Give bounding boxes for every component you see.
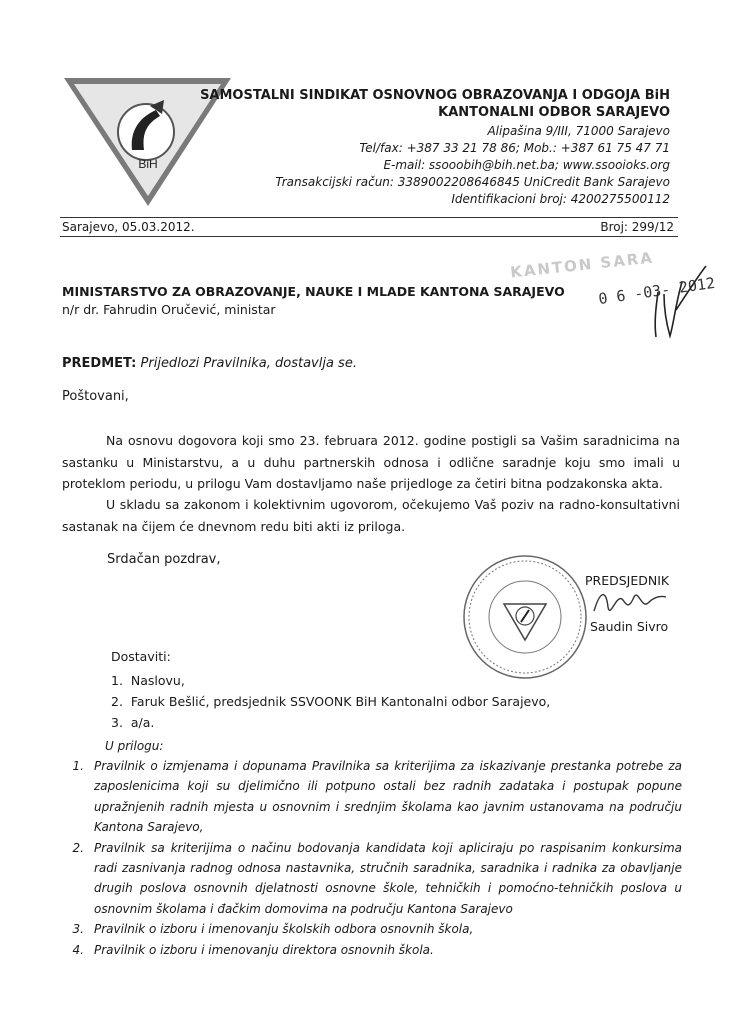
attachments-list [62, 756, 682, 960]
closing-salutation: Srdačan pozdrav, [107, 552, 221, 567]
list-item: 2. Pravilnik sa kriterijima o načinu bodovanja kandidata koji apliciraju po raspisanim konkursima radi zasnivanja radnog odnosa nastavnika, stručnih saradnika, saradnika i radnika za obavljanje drugih poslova osnovnih djelatnosti osnovne škole, tehničkih i pomoćno-tehničkih poslova u osnovnim školama i đačkim domovima na području Kantona Sarajevo [72, 840, 682, 916]
signatory-name: Saudin Sivro [590, 619, 669, 634]
subject-line [62, 356, 357, 371]
attachments-label: U prilogu: [105, 739, 164, 753]
recipient-ministry: MINISTARSTVO ZA OBRAZOVANJE, NAUKE I MLADE KANTONA SARAJEVO [62, 284, 565, 299]
recipient-attention: n/r dr. Fahrudin Oručević, ministar [62, 302, 276, 317]
list-item: 1. Pravilnik o izmjenama i dopunama Pravilnika sa kriterijima za iskazivanje prestanka potrebe za zaposlenicima koji su djelimično ili potpuno ostali bez radnih zadataka i postupak popune upražnjenih radnih mjesta u osnovnim i srednjim školama kao javnim ustanovama na području Kantona Sarajevo, [72, 759, 682, 835]
subject-text: Prijedlozi Pravilnika, dostavlja se. [140, 356, 357, 371]
greeting: Poštovani, [62, 389, 129, 404]
official-seal [460, 552, 590, 682]
subject-label: PREDMET: [62, 356, 137, 371]
document-number: Broj: 299/12 [600, 220, 674, 234]
distribution-list [111, 670, 550, 733]
org-phone: Tel/fax: +387 33 21 78 86; Mob.: +387 61 75 47 71 [359, 141, 670, 155]
list-item: 3. Pravilnik o izboru i imenovanju školskih odbora osnovnih škola, [72, 922, 474, 937]
signature-title: PREDSJEDNIK [585, 573, 670, 588]
org-name: SAMOSTALNI SINDIKAT OSNOVNOG OBRAZOVANJA I ODGOJA BiH [200, 88, 670, 103]
org-email: E-mail: ssooobih@bih.net.ba; www.ssooioks.org [383, 158, 670, 172]
logo-text: BiH [138, 157, 158, 171]
initials-signature [640, 262, 710, 342]
list-item: 1. Naslovu, [111, 673, 185, 688]
org-address: Alipašina 9/III, 71000 Sarajevo [487, 124, 670, 138]
place-date: Sarajevo, 05.03.2012. [62, 220, 195, 234]
list-item: 3. a/a. [111, 715, 155, 730]
body-paragraph-2: U skladu sa zakonom i kolektivnim ugovorom, očekujemo Vaš poziv na radno-konsultativni sastanak na čijem će dnevnom redu biti akti iz priloga. [62, 497, 680, 534]
reference-row [60, 217, 678, 237]
received-date-stamp: 0 6 -03- 2012 [597, 273, 717, 309]
list-item: 2. Faruk Bešlić, predsjednik SSVOONK BiH Kantonalni odbor Sarajevo, [111, 694, 551, 709]
received-stamp-faint: KANTON SARA [509, 248, 655, 282]
distribution-label: Dostaviti: [111, 649, 171, 664]
handwritten-signature [590, 585, 670, 621]
org-bank-account: Transakcijski račun: 3389002208646845 UniCredit Bank Sarajevo [275, 175, 670, 189]
body-paragraph-1: Na osnovu dogovora koji smo 23. februara 2012. godine postigli sa Vašim saradnicima na sastanku u Ministarstvu, a u duhu partnerskih odnosa i odlične saradnje koju smo imali u proteklom periodu, u prilogu Vam dostavljamo naše prijedloge za četiri bitna podzakonska akta. [62, 433, 680, 491]
org-unit: KANTONALNI ODBOR SARAJEVO [438, 105, 670, 120]
org-id-number: Identifikacioni broj: 4200275500112 [451, 192, 670, 206]
list-item: 4. Pravilnik o izboru i imenovanju direktora osnovnih škola. [72, 942, 434, 957]
